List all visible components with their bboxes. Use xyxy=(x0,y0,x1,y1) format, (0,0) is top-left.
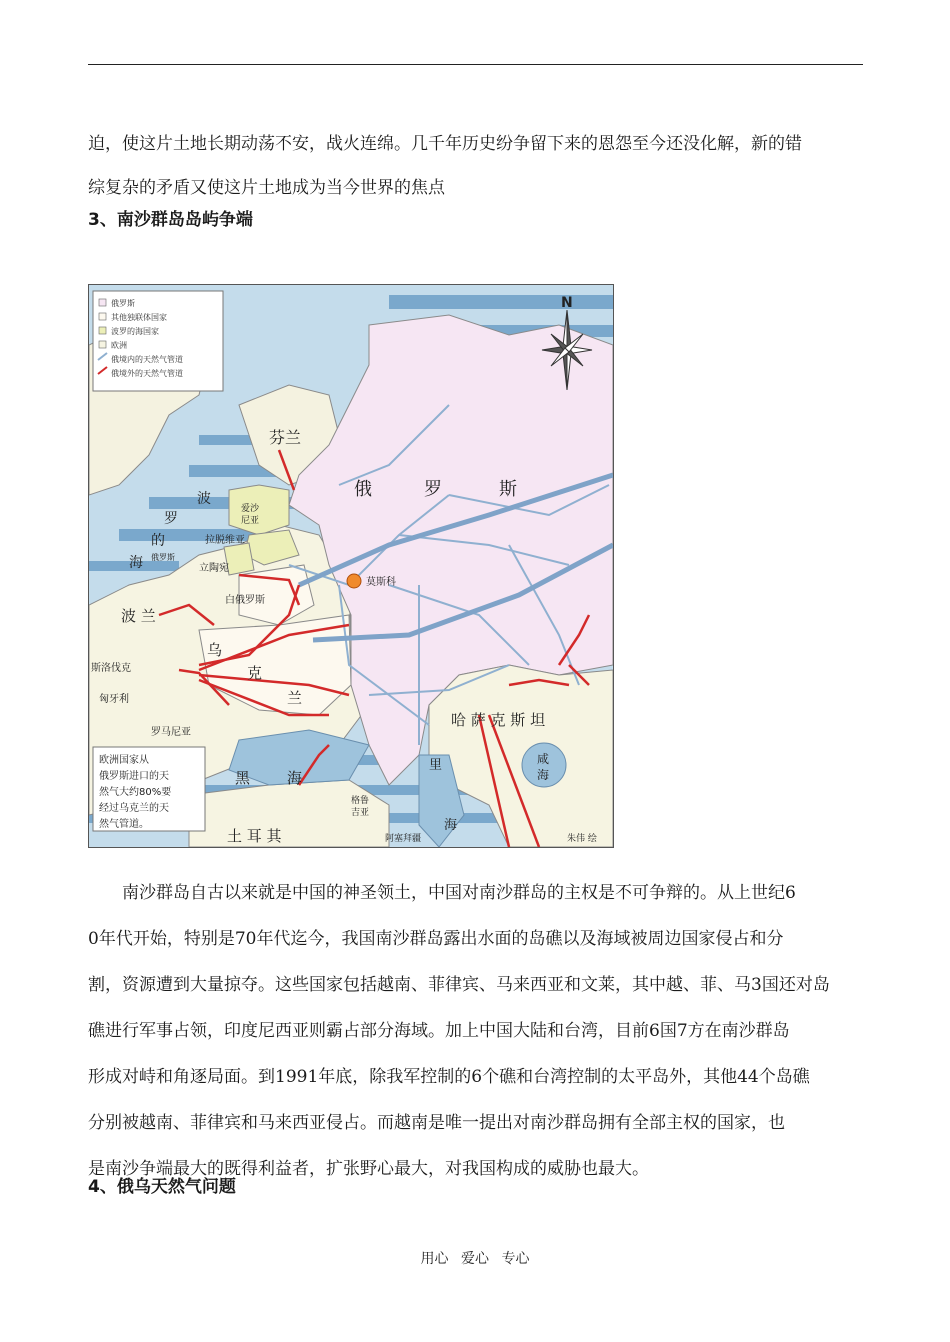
header-rule xyxy=(88,64,863,65)
legend-item-6: 俄境外的天然气管道 xyxy=(111,369,183,378)
label-caspian-1: 里 xyxy=(429,758,443,773)
label-moscow: 莫斯科 xyxy=(366,577,396,588)
nansha-line-5: 形成对峙和角逐局面。到1991年底，除我军控制的6个礁和台湾控制的太平岛外，其他44个岛礁 xyxy=(88,1067,810,1087)
label-russia-1: 俄 xyxy=(354,479,372,500)
gas-pipeline-map xyxy=(88,284,614,848)
label-blacksea-1: 黑 xyxy=(235,769,251,787)
label-baltic-2: 罗 xyxy=(164,511,178,527)
label-russia-3: 斯 xyxy=(499,479,517,500)
intro-paragraph xyxy=(88,122,864,210)
legend-item-5: 俄境内的天然气管道 xyxy=(111,355,183,364)
label-ukraine-3: 兰 xyxy=(287,689,303,707)
footer-word-2: 爱心 xyxy=(461,1251,489,1267)
label-xian-2: 海 xyxy=(537,768,550,782)
label-georgia-1: 格鲁 xyxy=(351,796,370,806)
label-azerbaijan: 阿塞拜疆 xyxy=(385,834,422,844)
note-line-5: 然气管道。 xyxy=(99,819,149,830)
label-turkey: 土 耳 其 xyxy=(227,827,282,845)
compass-north-label: N xyxy=(561,295,573,311)
label-caspian-2: 海 xyxy=(444,818,458,833)
nansha-line-1: 南沙群岛自古以来就是中国的神圣领土，中国对南沙群岛的主权是不可争辩的。从上世纪6 xyxy=(122,883,796,903)
intro-line-2: 综复杂的矛盾又使这片土地成为当今世界的焦点 xyxy=(88,178,445,198)
label-kazakhstan: 哈 萨 克 斯 坦 xyxy=(451,711,546,729)
nansha-line-3: 割，资源遭到大量掠夺。这些国家包括越南、菲律宾、马来西亚和文莱，其中越、菲、马3国还对岛 xyxy=(88,975,830,995)
label-hungary: 匈牙利 xyxy=(99,694,129,705)
nansha-line-7: 是南沙争端最大的既得利益者，扩张野心最大，对我国构成的威胁也最大。 xyxy=(88,1159,649,1179)
label-baltic-1: 波 xyxy=(197,491,211,507)
legend-item-2: 其他独联体国家 xyxy=(111,313,167,322)
label-slovakia: 斯洛伐克 xyxy=(91,663,131,674)
nansha-line-6: 分别被越南、菲律宾和马来西亚侵占。而越南是唯一提出对南沙群岛拥有全部主权的国家，也 xyxy=(88,1113,785,1133)
footer-word-3: 专心 xyxy=(501,1251,530,1267)
nansha-line-2: 0年代开始，特别是70年代迄今，我国南沙群岛露出水面的岛礁以及海域被周边国家侵占和分 xyxy=(88,929,784,949)
map-credit: 朱伟 绘 xyxy=(567,834,597,844)
legend-item-1: 俄罗斯 xyxy=(111,299,135,308)
footer-word-1: 用心 xyxy=(420,1251,449,1267)
label-ukraine-1: 乌 xyxy=(207,641,223,659)
note-line-3: 然气大约80%要 xyxy=(99,787,172,798)
note-line-4: 经过乌克兰的天 xyxy=(99,803,169,814)
nansha-paragraph xyxy=(88,870,864,1192)
note-line-2: 俄罗斯进口的天 xyxy=(99,771,169,782)
label-russia-2: 罗 xyxy=(424,479,442,500)
label-lithuania: 立陶宛 xyxy=(199,563,229,574)
nansha-line-4: 礁进行军事占领，印度尼西亚则霸占部分海域。加上中国大陆和台湾，目前6国7方在南沙群岛 xyxy=(88,1021,790,1041)
intro-line-1: 迫，使这片土地长期动荡不安，战火连绵。几千年历史纷争留下来的恩怨至今还没化解，新的错 xyxy=(88,134,802,154)
label-poland: 波 兰 xyxy=(121,607,156,625)
section-3-heading: 3、南沙群岛岛屿争端 xyxy=(88,210,253,230)
label-xian-1: 咸 xyxy=(537,752,550,766)
label-estonia-1: 爱沙 xyxy=(241,504,260,514)
label-baltic-3: 的 xyxy=(151,533,165,549)
legend-item-4: 欧洲 xyxy=(111,341,127,350)
note-line-1: 欧洲国家从 xyxy=(99,755,149,766)
label-georgia-2: 吉亚 xyxy=(351,808,370,818)
legend-item-3: 波罗的海国家 xyxy=(111,327,159,336)
page-footer xyxy=(0,1248,950,1268)
label-russia-small: 俄罗斯 xyxy=(151,553,175,562)
label-baltic-4: 海 xyxy=(129,555,143,571)
label-belarus: 白俄罗斯 xyxy=(225,595,265,606)
label-latvia: 拉脱维亚 xyxy=(205,535,245,546)
label-blacksea-2: 海 xyxy=(287,769,303,787)
label-estonia-2: 尼亚 xyxy=(241,516,260,526)
label-romania: 罗马尼亚 xyxy=(151,727,191,738)
section-4-heading: 4、俄乌天然气问题 xyxy=(88,1177,236,1197)
label-finland: 芬兰 xyxy=(269,428,302,447)
label-ukraine-2: 克 xyxy=(247,664,263,682)
